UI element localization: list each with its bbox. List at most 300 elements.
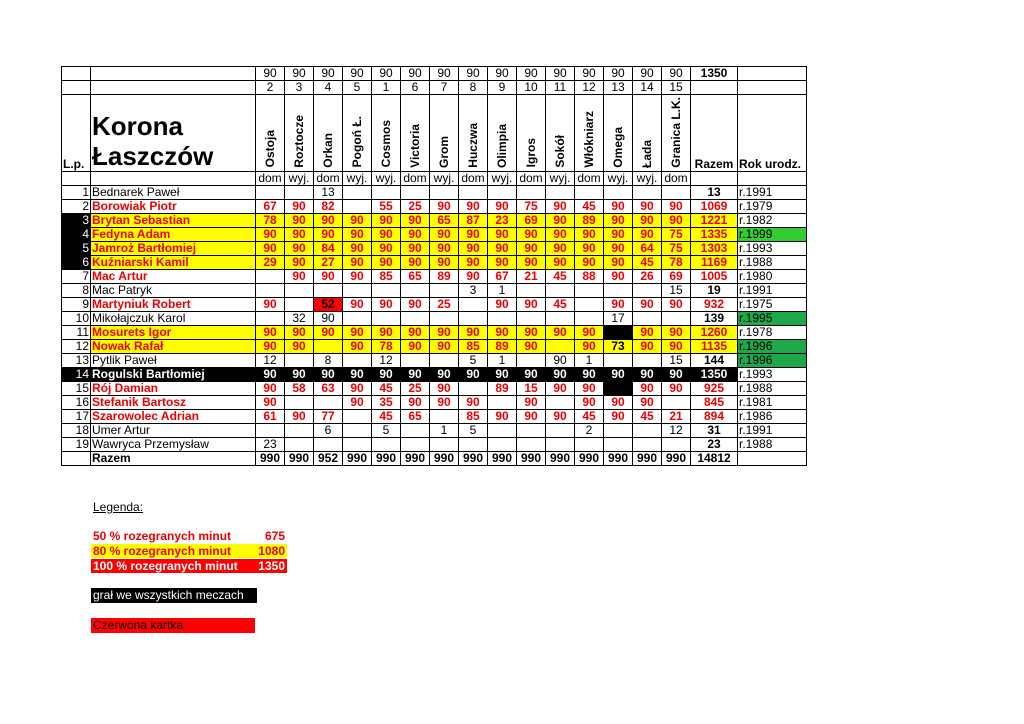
minutes-cell: 90	[662, 381, 691, 395]
minutes-cell	[372, 185, 401, 199]
minutes-cell: 90	[517, 367, 546, 381]
match-number-cell: 6	[401, 81, 430, 95]
player-total: 1169	[691, 255, 738, 269]
totals-cell: 990	[662, 451, 691, 465]
player-total: 23	[691, 437, 738, 451]
player-total: 13	[691, 185, 738, 199]
minutes-cell	[343, 311, 372, 325]
minutes-cell: 63	[314, 381, 343, 395]
minutes-cell: 90	[401, 395, 430, 409]
minutes-cell	[401, 423, 430, 437]
legend-50-value: 675	[264, 529, 285, 543]
opponent-name: Włókniarz	[582, 111, 596, 168]
opponent-header	[314, 95, 343, 172]
legend-80-value: 1080	[258, 544, 285, 558]
minutes-cell	[372, 437, 401, 451]
minutes-cell: 12	[662, 423, 691, 437]
minutes-cell: 90	[256, 241, 285, 255]
minutes-cell	[517, 185, 546, 199]
player-name: Bednarek Paweł	[91, 185, 256, 199]
minutes-cell: 90	[343, 395, 372, 409]
minutes-cell: 90	[662, 213, 691, 227]
legend-80-label: 80 % rozegranych minut	[93, 544, 232, 558]
player-row	[62, 311, 807, 325]
planned-minutes-cell: 90	[285, 67, 314, 81]
minutes-cell	[604, 381, 633, 395]
minutes-cell	[604, 185, 633, 199]
minutes-cell: 90	[546, 325, 575, 339]
legend-title: Legenda:	[93, 500, 144, 514]
player-number: 4	[62, 227, 91, 241]
player-row	[62, 353, 807, 367]
match-number-cell: 4	[314, 81, 343, 95]
opponent-header	[662, 95, 691, 172]
minutes-cell	[314, 395, 343, 409]
venue-cell: dom	[517, 171, 546, 185]
minutes-cell: 90	[285, 409, 314, 423]
player-total: 1135	[691, 339, 738, 353]
minutes-cell: 45	[633, 409, 662, 423]
birth-year: r.1995	[738, 311, 807, 325]
totals-cell: 990	[343, 451, 372, 465]
minutes-cell	[430, 353, 459, 367]
minutes-cell: 90	[314, 269, 343, 283]
minutes-cell	[343, 185, 372, 199]
minutes-cell: 1	[488, 353, 517, 367]
venue-cell: wyj.	[430, 171, 459, 185]
venue-cell: dom	[256, 171, 285, 185]
totals-cell: 990	[546, 451, 575, 465]
minutes-cell: 65	[401, 269, 430, 283]
birth-year: r.1982	[738, 213, 807, 227]
planned-minutes-cell: 90	[488, 67, 517, 81]
minutes-cell: 90	[285, 325, 314, 339]
minutes-cell: 90	[488, 255, 517, 269]
minutes-cell	[575, 185, 604, 199]
minutes-cell: 90	[604, 269, 633, 283]
player-total: 845	[691, 395, 738, 409]
player-row	[62, 213, 807, 227]
minutes-cell: 61	[256, 409, 285, 423]
minutes-cell: 90	[430, 227, 459, 241]
minutes-cell: 1	[575, 353, 604, 367]
minutes-cell	[343, 353, 372, 367]
minutes-cell	[285, 185, 314, 199]
minutes-cell	[256, 423, 285, 437]
venue-cell: dom	[575, 171, 604, 185]
minutes-cell	[604, 283, 633, 297]
minutes-cell: 78	[256, 213, 285, 227]
totals-row	[62, 451, 807, 465]
minutes-cell: 90	[633, 213, 662, 227]
minutes-cell: 90	[256, 339, 285, 353]
minutes-cell	[546, 395, 575, 409]
minutes-cell: 90	[633, 325, 662, 339]
minutes-cell: 90	[546, 409, 575, 423]
opponent-header	[604, 95, 633, 172]
player-total: 925	[691, 381, 738, 395]
minutes-cell: 90	[285, 367, 314, 381]
empty-cell	[691, 171, 738, 185]
minutes-cell: 90	[401, 297, 430, 311]
minutes-cell	[662, 437, 691, 451]
minutes-cell: 65	[430, 213, 459, 227]
minutes-cell: 90	[546, 213, 575, 227]
minutes-cell: 75	[517, 199, 546, 213]
player-name: Rogulski Bartłomiej	[91, 367, 256, 381]
minutes-cell: 5	[459, 353, 488, 367]
minutes-cell: 90	[488, 199, 517, 213]
minutes-cell: 13	[314, 185, 343, 199]
minutes-cell: 90	[633, 381, 662, 395]
player-total: 1221	[691, 213, 738, 227]
player-name: Wawryca Przemysław	[91, 437, 256, 451]
minutes-cell: 45	[575, 409, 604, 423]
minutes-cell: 90	[575, 367, 604, 381]
minutes-cell: 90	[314, 213, 343, 227]
minutes-cell: 90	[662, 297, 691, 311]
minutes-cell: 90	[343, 325, 372, 339]
minutes-cell: 90	[343, 297, 372, 311]
player-total: 1260	[691, 325, 738, 339]
player-number: 19	[62, 437, 91, 451]
minutes-cell	[372, 311, 401, 325]
minutes-cell	[604, 325, 633, 339]
minutes-cell: 90	[546, 227, 575, 241]
minutes-cell: 25	[401, 381, 430, 395]
minutes-cell: 90	[517, 297, 546, 311]
minutes-cell	[343, 437, 372, 451]
minutes-cell: 78	[372, 339, 401, 353]
minutes-cell: 58	[285, 381, 314, 395]
minutes-cell: 90	[285, 339, 314, 353]
venue-cell: wyj.	[488, 171, 517, 185]
minutes-cell: 90	[343, 367, 372, 381]
minutes-cell: 77	[314, 409, 343, 423]
birth-year: r.1981	[738, 395, 807, 409]
minutes-cell	[285, 283, 314, 297]
minutes-cell	[546, 283, 575, 297]
minutes-cell: 90	[546, 241, 575, 255]
minutes-cell: 6	[314, 423, 343, 437]
minutes-cell	[256, 269, 285, 283]
minutes-cell: 90	[604, 409, 633, 423]
match-number-cell: 15	[662, 81, 691, 95]
minutes-cell: 90	[372, 325, 401, 339]
minutes-cell: 90	[604, 255, 633, 269]
minutes-cell: 90	[575, 227, 604, 241]
minutes-cell	[633, 353, 662, 367]
player-number: 14	[62, 367, 91, 381]
player-row	[62, 367, 807, 381]
minutes-cell: 90	[430, 395, 459, 409]
minutes-cell: 89	[430, 269, 459, 283]
opponent-name: Grom	[437, 135, 451, 168]
minutes-cell: 90	[604, 367, 633, 381]
birth-year: r.1993	[738, 241, 807, 255]
totals-cell: 990	[517, 451, 546, 465]
minutes-cell: 90	[604, 241, 633, 255]
minutes-cell: 90	[633, 227, 662, 241]
minutes-cell: 90	[662, 199, 691, 213]
minutes-cell	[430, 185, 459, 199]
opponent-header	[546, 95, 575, 172]
venue-cell: wyj.	[372, 171, 401, 185]
opponent-name: Roztocze	[292, 115, 306, 168]
minutes-cell: 32	[285, 311, 314, 325]
minutes-cell	[430, 437, 459, 451]
opponent-header	[459, 95, 488, 172]
team-name	[91, 95, 256, 172]
minutes-cell: 90	[517, 227, 546, 241]
minutes-cell	[488, 311, 517, 325]
minutes-cell: 90	[256, 325, 285, 339]
minutes-cell: 75	[662, 227, 691, 241]
minutes-cell	[343, 423, 372, 437]
minutes-cell: 90	[401, 367, 430, 381]
minutes-cell: 90	[430, 255, 459, 269]
player-number: 13	[62, 353, 91, 367]
minutes-cell	[285, 297, 314, 311]
minutes-cell: 90	[662, 325, 691, 339]
total-header: Razem	[691, 95, 738, 172]
planned-minutes-cell: 90	[372, 67, 401, 81]
minutes-cell: 73	[604, 339, 633, 353]
minutes-cell	[256, 283, 285, 297]
player-total: 1350	[691, 367, 738, 381]
minutes-cell: 67	[488, 269, 517, 283]
minutes-cell	[604, 423, 633, 437]
minutes-cell: 90	[285, 255, 314, 269]
empty-cell	[738, 81, 807, 95]
player-row	[62, 269, 807, 283]
venue-row	[62, 171, 807, 185]
player-name: Fedyna Adam	[91, 227, 256, 241]
venue-cell: dom	[459, 171, 488, 185]
minutes-cell: 90	[430, 241, 459, 255]
minutes-cell: 90	[488, 409, 517, 423]
minutes-cell: 90	[662, 367, 691, 381]
legend-50-percent	[91, 529, 287, 543]
minutes-cell	[285, 395, 314, 409]
minutes-cell: 2	[575, 423, 604, 437]
planned-minutes-cell: 90	[430, 67, 459, 81]
opponent-header	[430, 95, 459, 172]
minutes-cell: 90	[401, 339, 430, 353]
minutes-cell: 90	[459, 269, 488, 283]
minutes-cell: 90	[459, 255, 488, 269]
minutes-cell	[633, 185, 662, 199]
planned-minutes-cell: 90	[459, 67, 488, 81]
minutes-cell: 90	[633, 297, 662, 311]
minutes-cell: 90	[401, 241, 430, 255]
minutes-cell	[256, 185, 285, 199]
totals-cell: 990	[430, 451, 459, 465]
opponent-header	[372, 95, 401, 172]
minutes-cell	[604, 353, 633, 367]
minutes-cell: 90	[459, 367, 488, 381]
legend-all-matches: grał we wszystkich meczach	[91, 588, 257, 603]
opponent-name: Ostoja	[263, 130, 277, 168]
minutes-cell: 1	[488, 283, 517, 297]
legend-80-percent	[91, 544, 287, 558]
player-name: Stefanik Bartosz	[91, 395, 256, 409]
minutes-cell	[430, 409, 459, 423]
minutes-cell: 69	[662, 269, 691, 283]
player-total: 1303	[691, 241, 738, 255]
minutes-cell: 90	[517, 241, 546, 255]
minutes-cell: 25	[430, 297, 459, 311]
opponent-header	[343, 95, 372, 172]
player-number: 12	[62, 339, 91, 353]
minutes-cell: 90	[575, 255, 604, 269]
minutes-cell	[546, 185, 575, 199]
minutes-cell: 90	[401, 227, 430, 241]
minutes-cell: 90	[430, 199, 459, 213]
opponent-name: Huczwa	[466, 123, 480, 168]
minutes-cell	[343, 199, 372, 213]
minutes-cell	[517, 311, 546, 325]
header-row	[62, 95, 807, 172]
match-number-cell: 5	[343, 81, 372, 95]
minutes-cell: 29	[256, 255, 285, 269]
birth-year: r.1991	[738, 185, 807, 199]
totals-cell: 990	[633, 451, 662, 465]
minutes-cell: 90	[488, 241, 517, 255]
match-number-cell: 3	[285, 81, 314, 95]
player-name: Mac Artur	[91, 269, 256, 283]
opponent-name: Cosmos	[379, 120, 393, 168]
minutes-cell	[575, 283, 604, 297]
minutes-cell: 90	[517, 325, 546, 339]
minutes-cell: 90	[343, 227, 372, 241]
minutes-cell: 89	[488, 339, 517, 353]
minutes-cell: 23	[488, 213, 517, 227]
opponent-header	[575, 95, 604, 172]
minutes-cell: 90	[604, 395, 633, 409]
minutes-cell: 90	[633, 367, 662, 381]
minutes-cell	[546, 437, 575, 451]
minutes-cell	[546, 423, 575, 437]
minutes-cell: 90	[430, 367, 459, 381]
birth-year: r.1999	[738, 227, 807, 241]
minutes-cell: 89	[575, 213, 604, 227]
minutes-cell: 65	[401, 409, 430, 423]
minutes-cell: 25	[401, 199, 430, 213]
minutes-cell: 35	[372, 395, 401, 409]
minutes-cell: 15	[662, 353, 691, 367]
minutes-cell	[314, 339, 343, 353]
player-number: 17	[62, 409, 91, 423]
match-number-cell: 13	[604, 81, 633, 95]
empty-cell	[62, 451, 91, 465]
minutes-cell: 69	[517, 213, 546, 227]
minutes-cell: 27	[314, 255, 343, 269]
minutes-cell	[430, 311, 459, 325]
minutes-cell: 90	[662, 339, 691, 353]
player-name: Rój Damian	[91, 381, 256, 395]
minutes-cell: 64	[633, 241, 662, 255]
player-total: 1069	[691, 199, 738, 213]
player-row	[62, 283, 807, 297]
venue-cell: wyj.	[604, 171, 633, 185]
minutes-cell	[459, 311, 488, 325]
player-total: 19	[691, 283, 738, 297]
minutes-cell: 78	[662, 255, 691, 269]
minutes-cell: 90	[459, 241, 488, 255]
player-name: Mosurets Igor	[91, 325, 256, 339]
minutes-cell	[662, 185, 691, 199]
minutes-cell: 26	[633, 269, 662, 283]
minutes-cell	[459, 185, 488, 199]
minutes-cell: 82	[314, 199, 343, 213]
planned-minutes-row	[62, 67, 807, 81]
minutes-cell: 89	[488, 381, 517, 395]
minutes-cell: 90	[459, 199, 488, 213]
player-name: Brytan Sebastian	[91, 213, 256, 227]
venue-cell: dom	[662, 171, 691, 185]
player-row	[62, 409, 807, 423]
birth-year: r.1996	[738, 353, 807, 367]
minutes-cell	[256, 311, 285, 325]
match-number-cell: 8	[459, 81, 488, 95]
match-number-cell: 7	[430, 81, 459, 95]
player-number: 10	[62, 311, 91, 325]
planned-minutes-total: 1350	[691, 67, 738, 81]
minutes-cell	[459, 297, 488, 311]
minutes-cell: 90	[604, 227, 633, 241]
player-number: 1	[62, 185, 91, 199]
minutes-cell: 90	[314, 311, 343, 325]
minutes-cell	[633, 283, 662, 297]
minutes-cell: 90	[343, 213, 372, 227]
minutes-cell	[633, 311, 662, 325]
minutes-cell	[488, 185, 517, 199]
minutes-cell: 85	[372, 269, 401, 283]
player-total: 932	[691, 297, 738, 311]
minutes-cell: 45	[546, 297, 575, 311]
match-number-cell: 2	[256, 81, 285, 95]
planned-minutes-cell: 90	[633, 67, 662, 81]
minutes-cell: 90	[285, 269, 314, 283]
player-number: 8	[62, 283, 91, 297]
minutes-cell: 90	[372, 367, 401, 381]
minutes-cell	[401, 437, 430, 451]
player-number: 15	[62, 381, 91, 395]
venue-cell: dom	[401, 171, 430, 185]
birth-year: r.1979	[738, 199, 807, 213]
minutes-cell	[401, 311, 430, 325]
birth-year: r.1975	[738, 297, 807, 311]
minutes-cell: 90	[372, 227, 401, 241]
minutes-cell: 90	[314, 367, 343, 381]
minutes-cell: 90	[372, 241, 401, 255]
totals-cell: 990	[256, 451, 285, 465]
birth-year: r.1986	[738, 409, 807, 423]
opponent-name: Orkan	[321, 133, 335, 168]
minutes-cell: 90	[575, 381, 604, 395]
minutes-cell: 90	[546, 255, 575, 269]
minutes-cell: 90	[488, 367, 517, 381]
minutes-cell: 90	[575, 325, 604, 339]
minutes-cell: 90	[401, 325, 430, 339]
minutes-cell: 52	[314, 297, 343, 311]
birth-year: r.1991	[738, 283, 807, 297]
opponent-header	[256, 95, 285, 172]
minutes-cell	[517, 423, 546, 437]
minutes-cell	[459, 381, 488, 395]
planned-minutes-cell: 90	[343, 67, 372, 81]
